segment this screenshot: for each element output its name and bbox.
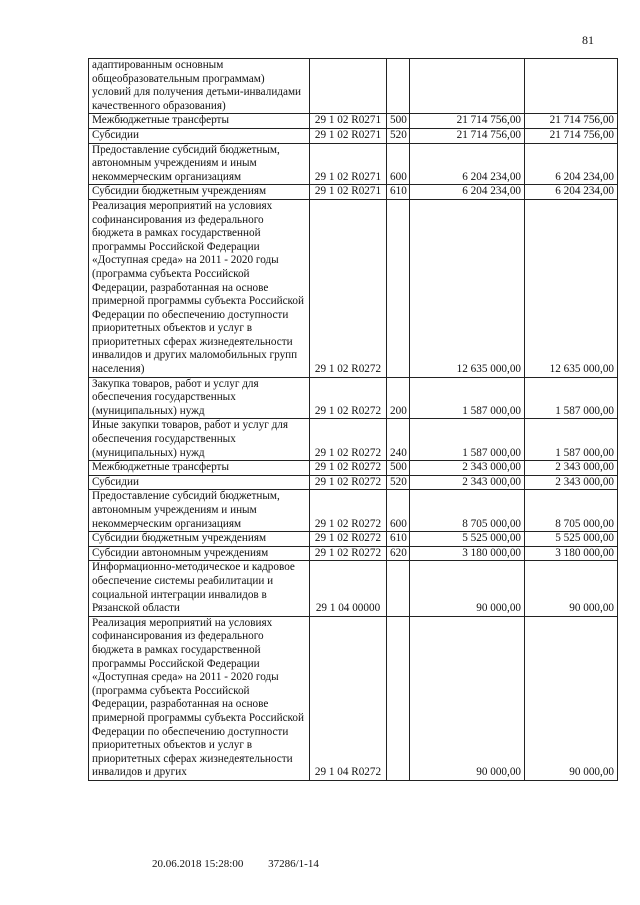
row-code-cell: 29 1 02 R0271 (310, 185, 387, 200)
row-code-cell: 29 1 02 R0271 (310, 128, 387, 143)
table-row (89, 616, 618, 780)
row-sum-2018-cell: 1 587 000,00 (410, 377, 525, 419)
row-code-cell: 29 1 04 R0272 (310, 616, 387, 780)
row-name-cell: Субсидии бюджетным учреждениям (89, 532, 310, 547)
row-sum-2018-cell: 2 343 000,00 (410, 461, 525, 476)
row-sum-2019-cell: 90 000,00 (525, 616, 618, 780)
table-row (89, 185, 618, 200)
row-sum-2018-cell: 3 180 000,00 (410, 546, 525, 561)
row-type-cell: 200 (387, 377, 410, 419)
page-number: 81 (582, 33, 594, 47)
table-row (89, 561, 618, 616)
row-code-cell: 29 1 04 00000 (310, 561, 387, 616)
row-name-cell: Реализация мероприятий на условиях софинансирования из федерального бюджета в рамках государственной программы Российской Федерации «Доступная среда» на 2011 - 2020 годы (программа субъекта Российской Федерации, разработанная на основе примерной программы субъекта Российской Федерации по обеспечению доступности приоритетных объектов и услуг в приоритетных сферах жизнедеятельности инвалидов и других маломобильных групп населения) (89, 199, 310, 377)
row-sum-2019-cell: 1 587 000,00 (525, 419, 618, 461)
row-sum-2018-cell: 12 635 000,00 (410, 199, 525, 377)
table-row (89, 546, 618, 561)
row-sum-2019-cell: 1 587 000,00 (525, 377, 618, 419)
table-row (89, 419, 618, 461)
row-sum-2018-cell: 8 705 000,00 (410, 490, 525, 532)
row-sum-2018-cell: 5 525 000,00 (410, 532, 525, 547)
row-sum-2018-cell: 21 714 756,00 (410, 128, 525, 143)
table-row (89, 490, 618, 532)
row-type-cell: 620 (387, 546, 410, 561)
table-row (89, 377, 618, 419)
row-name-cell: Межбюджетные трансферты (89, 461, 310, 476)
row-code-cell (310, 59, 387, 114)
row-type-cell: 600 (387, 143, 410, 185)
page-footer (152, 858, 341, 870)
row-sum-2019-cell: 2 343 000,00 (525, 461, 618, 476)
row-sum-2018-cell: 90 000,00 (410, 616, 525, 780)
row-name-cell: адаптированным основным общеобразовательным программам) условий для получения детьми-инвалидами качественного образования) (89, 59, 310, 114)
row-name-cell: Реализация мероприятий на условиях софинансирования из федерального бюджета в рамках государственной программы Российской Федерации «Доступная среда» на 2011 - 2020 годы (программа субъекта Российской Федерации, разработанная на основе примерной программы субъекта Российской Федерации по обеспечению доступности приоритетных объектов и услуг в приоритетных сферах жизнедеятельности инвалидов и других (89, 616, 310, 780)
table-row (89, 128, 618, 143)
row-type-cell: 240 (387, 419, 410, 461)
row-name-cell: Иные закупки товаров, работ и услуг для обеспечения государственных (муниципальных) нужд (89, 419, 310, 461)
table-row (89, 59, 618, 114)
row-code-cell: 29 1 02 R0272 (310, 532, 387, 547)
row-type-cell: 610 (387, 185, 410, 200)
row-sum-2019-cell: 3 180 000,00 (525, 546, 618, 561)
table-row (89, 114, 618, 129)
table-row (89, 475, 618, 490)
row-code-cell: 29 1 02 R0272 (310, 461, 387, 476)
row-type-cell (387, 616, 410, 780)
row-sum-2019-cell: 12 635 000,00 (525, 199, 618, 377)
row-sum-2018-cell: 6 204 234,00 (410, 185, 525, 200)
row-sum-2018-cell: 2 343 000,00 (410, 475, 525, 490)
row-code-cell: 29 1 02 R0271 (310, 143, 387, 185)
row-type-cell: 520 (387, 475, 410, 490)
row-sum-2019-cell: 90 000,00 (525, 561, 618, 616)
row-sum-2018-cell: 90 000,00 (410, 561, 525, 616)
row-sum-2019-cell: 6 204 234,00 (525, 185, 618, 200)
row-code-cell: 29 1 02 R0272 (310, 419, 387, 461)
budget-table (88, 58, 618, 781)
row-name-cell: Субсидии бюджетным учреждениям (89, 185, 310, 200)
row-name-cell: Субсидии автономным учреждениям (89, 546, 310, 561)
row-name-cell: Субсидии (89, 475, 310, 490)
row-name-cell: Субсидии (89, 128, 310, 143)
row-sum-2018-cell: 1 587 000,00 (410, 419, 525, 461)
row-sum-2019-cell: 8 705 000,00 (525, 490, 618, 532)
row-code-cell: 29 1 02 R0272 (310, 490, 387, 532)
row-type-cell (387, 59, 410, 114)
row-code-cell: 29 1 02 R0271 (310, 114, 387, 129)
footer-timestamp: 20.06.2018 15:28:00 (152, 858, 244, 870)
row-name-cell: Межбюджетные трансферты (89, 114, 310, 129)
row-type-cell: 600 (387, 490, 410, 532)
row-code-cell: 29 1 02 R0272 (310, 199, 387, 377)
row-name-cell: Предоставление субсидий бюджетным, автономным учреждениям и иным некоммерческим организациям (89, 490, 310, 532)
table-row (89, 199, 618, 377)
row-sum-2018-cell (410, 59, 525, 114)
table-row (89, 143, 618, 185)
row-type-cell (387, 561, 410, 616)
row-code-cell: 29 1 02 R0272 (310, 377, 387, 419)
row-sum-2019-cell: 6 204 234,00 (525, 143, 618, 185)
row-name-cell: Закупка товаров, работ и услуг для обеспечения государственных (муниципальных) нужд (89, 377, 310, 419)
row-type-cell (387, 199, 410, 377)
budget-table-body (89, 59, 618, 781)
row-sum-2019-cell: 5 525 000,00 (525, 532, 618, 547)
row-sum-2019-cell: 21 714 756,00 (525, 128, 618, 143)
row-type-cell: 520 (387, 128, 410, 143)
row-type-cell: 500 (387, 114, 410, 129)
footer-doc-number: 37286/1-14 (268, 858, 319, 870)
row-sum-2018-cell: 21 714 756,00 (410, 114, 525, 129)
row-name-cell: Информационно-методическое и кадровое обеспечение системы реабилитации и социальной интеграции инвалидов в Рязанской области (89, 561, 310, 616)
row-sum-2018-cell: 6 204 234,00 (410, 143, 525, 185)
table-row (89, 461, 618, 476)
row-type-cell: 500 (387, 461, 410, 476)
row-code-cell: 29 1 02 R0272 (310, 475, 387, 490)
row-type-cell: 610 (387, 532, 410, 547)
row-sum-2019-cell: 2 343 000,00 (525, 475, 618, 490)
table-row (89, 532, 618, 547)
row-sum-2019-cell (525, 59, 618, 114)
row-name-cell: Предоставление субсидий бюджетным, автономным учреждениям и иным некоммерческим организациям (89, 143, 310, 185)
row-sum-2019-cell: 21 714 756,00 (525, 114, 618, 129)
row-code-cell: 29 1 02 R0272 (310, 546, 387, 561)
